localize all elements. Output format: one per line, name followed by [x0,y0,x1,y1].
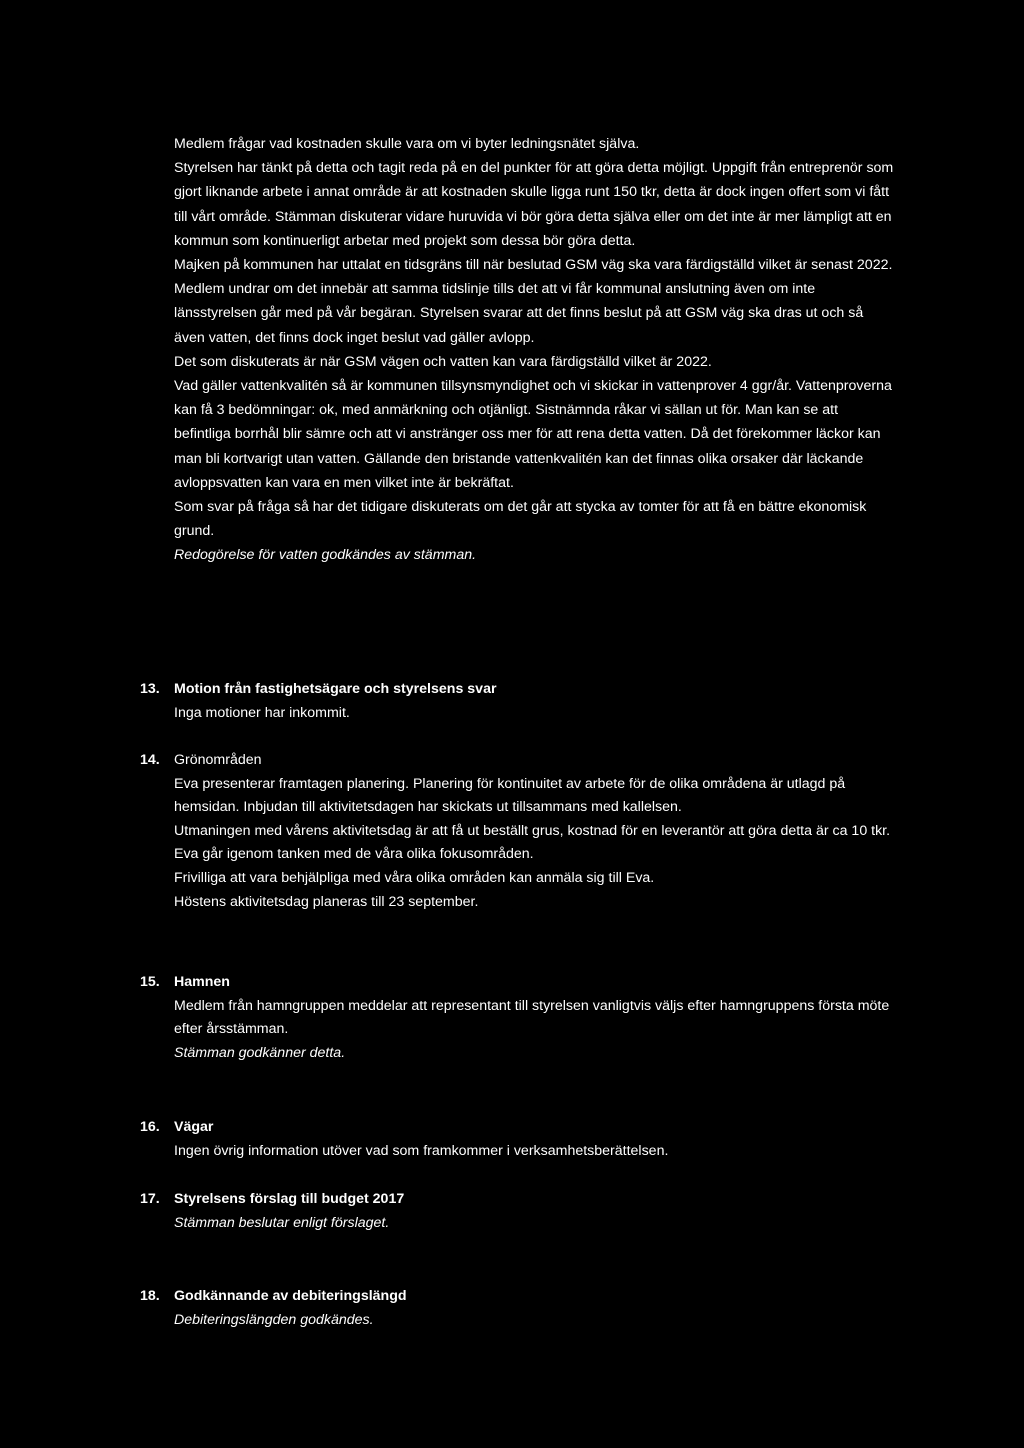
paragraph: Medlem frågar vad kostnaden skulle vara om vi byter ledningsnätet själva. [174,136,640,152]
section-number: 15. [140,974,160,990]
section-line: Eva går igenom tanken med de våra olika fokusområden. [174,846,534,863]
section-body [174,1116,894,1163]
section-body [174,1188,894,1235]
section-heading: Styrelsens förslag till budget 2017 [174,1191,405,1207]
section-body [174,678,894,725]
section-body [174,749,894,914]
water-discussion-block [174,132,894,568]
paragraph: Majken på kommunen har uttalat en tidsgräns till när beslutad GSM väg ska vara färdigställd vilket är senast 2022. Medlem undrar om det innebär att samma tidslinje tills det att vi får kommunal anslutning även om inte länsstyrelsen går med på vår begäran. Styrelsen svarar att det finns beslut på att GSM väg ska dras ut och så även vatten, det finns dock inget beslut vad gäller avlopp. [174,257,893,346]
decision-text: Debiteringslängden godkändes. [174,1311,374,1328]
section-number: 18. [140,1288,160,1304]
paragraph: Vad gäller vattenkvalitén så är kommunen tillsynsmyndighet och vi skickar in vattenprover 4 ggr/år. Vattenproverna kan få 3 bedömningar: ok, med anmärkning och otjänligt. Sistnämnda råkar vi sällan ut för. Man kan se att befintliga borrhål blir sämre och att vi anstränger oss mer för att rena detta vatten. Då det förekommer läckor kan man bli kortvarigt utan vatten. Gällande den bristande vattenkvalitén kan det finnas olika orsaker där läckande avloppsvatten kan vara en men vilket inte är bekräftat. [174,378,892,491]
section-line: Höstens aktivitetsdag planeras till 23 september. [174,893,479,910]
section-line: Frivilliga att vara behjälpliga med våra olika områden kan anmäla sig till Eva. [174,869,655,886]
paragraph: Som svar på fråga så har det tidigare diskuterats om det går att stycka av tomter för att få en bättre ekonomisk grund. [174,499,867,540]
section-heading: Motion från fastighetsägare och styrelsens svar [174,681,497,697]
decision-text: Stämman godkänner detta. [174,1044,346,1061]
section-line: Ingen övrig information utöver vad som framkommer i verksamhetsberättelsen. [174,1142,669,1159]
section-line: Eva presenterar framtagen planering. Planering för kontinuitet av arbete för de olika områdena är utlagd på hemsidan. Inbjudan till aktivitetsdagen har skickats ut tillsammans med kallelsen. [174,775,846,816]
section-body [174,1285,894,1332]
section-body [174,971,894,1065]
section-heading: Grönområden [174,752,262,768]
section-heading: Vägar [174,1119,214,1135]
section-number: 16. [140,1119,160,1135]
decision-text: Stämman beslutar enligt förslaget. [174,1214,390,1231]
decision-text: Redogörelse för vatten godkändes av stämman. [174,547,477,564]
section-heading: Godkännande av debiteringslängd [174,1288,407,1304]
section-number: 13. [140,681,160,697]
section-line: Utmaningen med vårens aktivitetsdag är att få ut beställt grus, kostnad för en leverantör att göra detta är ca 10 tkr. [174,822,891,839]
section-heading: Hamnen [174,974,230,990]
section-number: 17. [140,1191,160,1207]
section-line: Inga motioner har inkommit. [174,704,350,721]
section-line: Medlem från hamngruppen meddelar att representant till styrelsen vanligtvis väljs efter hamngruppens första möte efter årsstämman. [174,997,890,1038]
section-number: 14. [140,752,160,768]
paragraph: Styrelsen har tänkt på detta och tagit reda på en del punkter för att göra detta möjligt. Uppgift från entreprenör som gjort liknande arbete i annat område är att kostnaden skulle ligga runt 150 tkr, detta är dock ingen offert som vi fått till vårt område. Stämman diskuterar vidare huruvida vi bör göra detta själva eller om det inte är mer lämpligt att en kommun som kontinuerligt arbetar med projekt som dessa bör göra detta. [174,160,894,249]
paragraph: Det som diskuterats är när GSM vägen och vatten kan vara färdigställd vilket är 2022. [174,353,712,370]
